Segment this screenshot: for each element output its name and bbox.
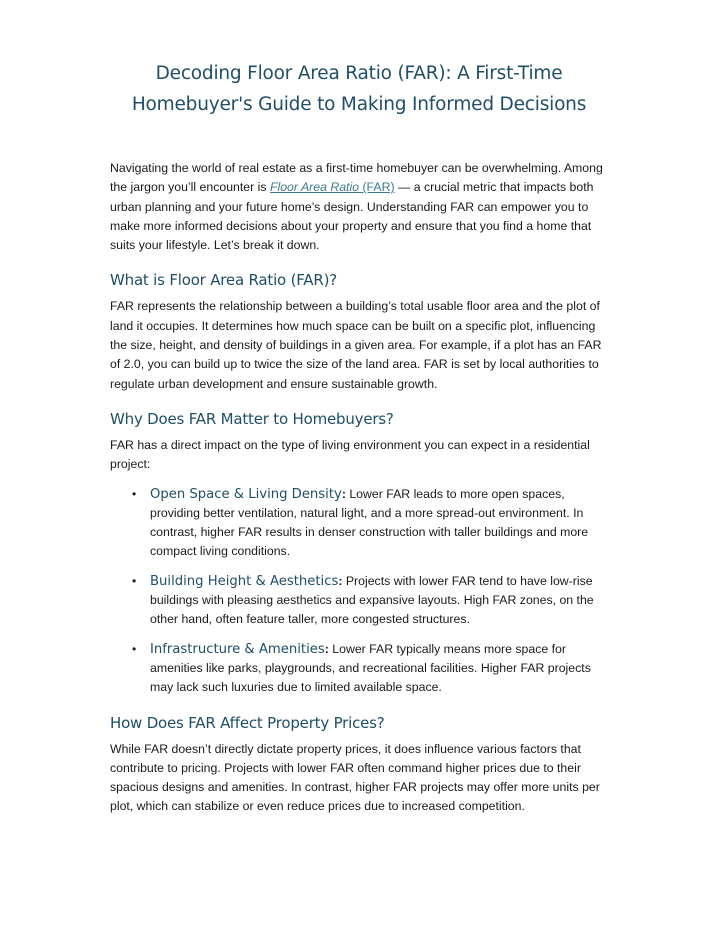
list-item: [110, 572, 608, 630]
bullet-term: Open Space & Living Density: [150, 486, 342, 502]
section-body-why-far-matters: FAR has a direct impact on the type of living environment you can expect in a residential project:: [110, 437, 590, 472]
section-heading-far-prices: How Does FAR Affect Property Prices?: [110, 713, 385, 732]
bullet-text: Projects with lower FAR tend to have low-rise buildings with pleasing aesthetics and expansive layouts. High FAR zones, on the other hand, often feature taller, more congested structures.: [150, 573, 594, 627]
page-title-line-1: Decoding Floor Area Ratio (FAR): A First-Time: [155, 63, 563, 84]
bullet-list: [110, 485, 608, 698]
section-heading-why-far-matters: Why Does FAR Matter to Homebuyers?: [110, 409, 394, 428]
page-title-line-2: Homebuyer's Guide to Making Informed Decisions: [131, 94, 587, 115]
bullet-text: Lower FAR typically means more space for amenities like parks, playgrounds, and recreational facilities. Higher FAR projects may lack such luxuries due to limited available space.: [150, 641, 591, 695]
bullet-text: Lower FAR leads to more open spaces, providing better ventilation, natural light, and a more spread-out environment. In contrast, higher FAR results in denser construction with taller buildings and more compact living conditions.: [150, 486, 589, 559]
intro-text-after: — a crucial metric that impacts both urban planning and your future home’s design. Understanding FAR can empower you to make more informed decisions about your property and ensure that you find a home that suits your lifestyle. Let’s break it down.: [110, 180, 594, 253]
bullet-icon: •: [132, 641, 137, 656]
far-link-term: Floor Area Ratio: [269, 180, 360, 195]
intro-text-before: Navigating the world of real estate as a first-time homebuyer can be overwhelming. Among the jargon you’ll encounter is: [110, 161, 603, 195]
bullet-colon: :: [338, 573, 343, 588]
section-body-what-is-far: FAR represents the relationship between a building’s total usable floor area and the plot of land it occupies. It determines how much space can be built on a specific plot, influencing the size, height, and density of buildings in a given area. For example, if a plot has an FAR of 2.0, you can build up to twice the size of the land area. FAR is set by local authorities to regulate urban development and ensure sustainable growth.: [110, 299, 602, 391]
bullet-icon: •: [132, 486, 137, 501]
bullet-term: Building Height & Aesthetics: [150, 573, 339, 589]
list-item: [110, 485, 608, 562]
page-title: [110, 58, 608, 120]
bullet-colon: :: [341, 486, 346, 501]
bullet-icon: •: [132, 573, 137, 588]
section-heading-what-is-far: What is Floor Area Ratio (FAR)?: [110, 271, 337, 290]
intro-paragraph: [110, 159, 608, 255]
list-item: [110, 640, 608, 698]
bullet-colon: :: [324, 641, 329, 656]
section-body-far-prices: While FAR doesn’t directly dictate property prices, it does influence various factors that contribute to pricing. Projects with lower FAR often command higher prices due to their spacious designs and amenities. In contrast, higher FAR projects may offer more units per plot, which can stabilize or even reduce prices due to increased competition.: [110, 741, 600, 814]
far-link-abbr: (FAR): [359, 180, 395, 195]
far-link[interactable]: [270, 180, 395, 194]
bullet-term: Infrastructure & Amenities: [150, 641, 325, 657]
